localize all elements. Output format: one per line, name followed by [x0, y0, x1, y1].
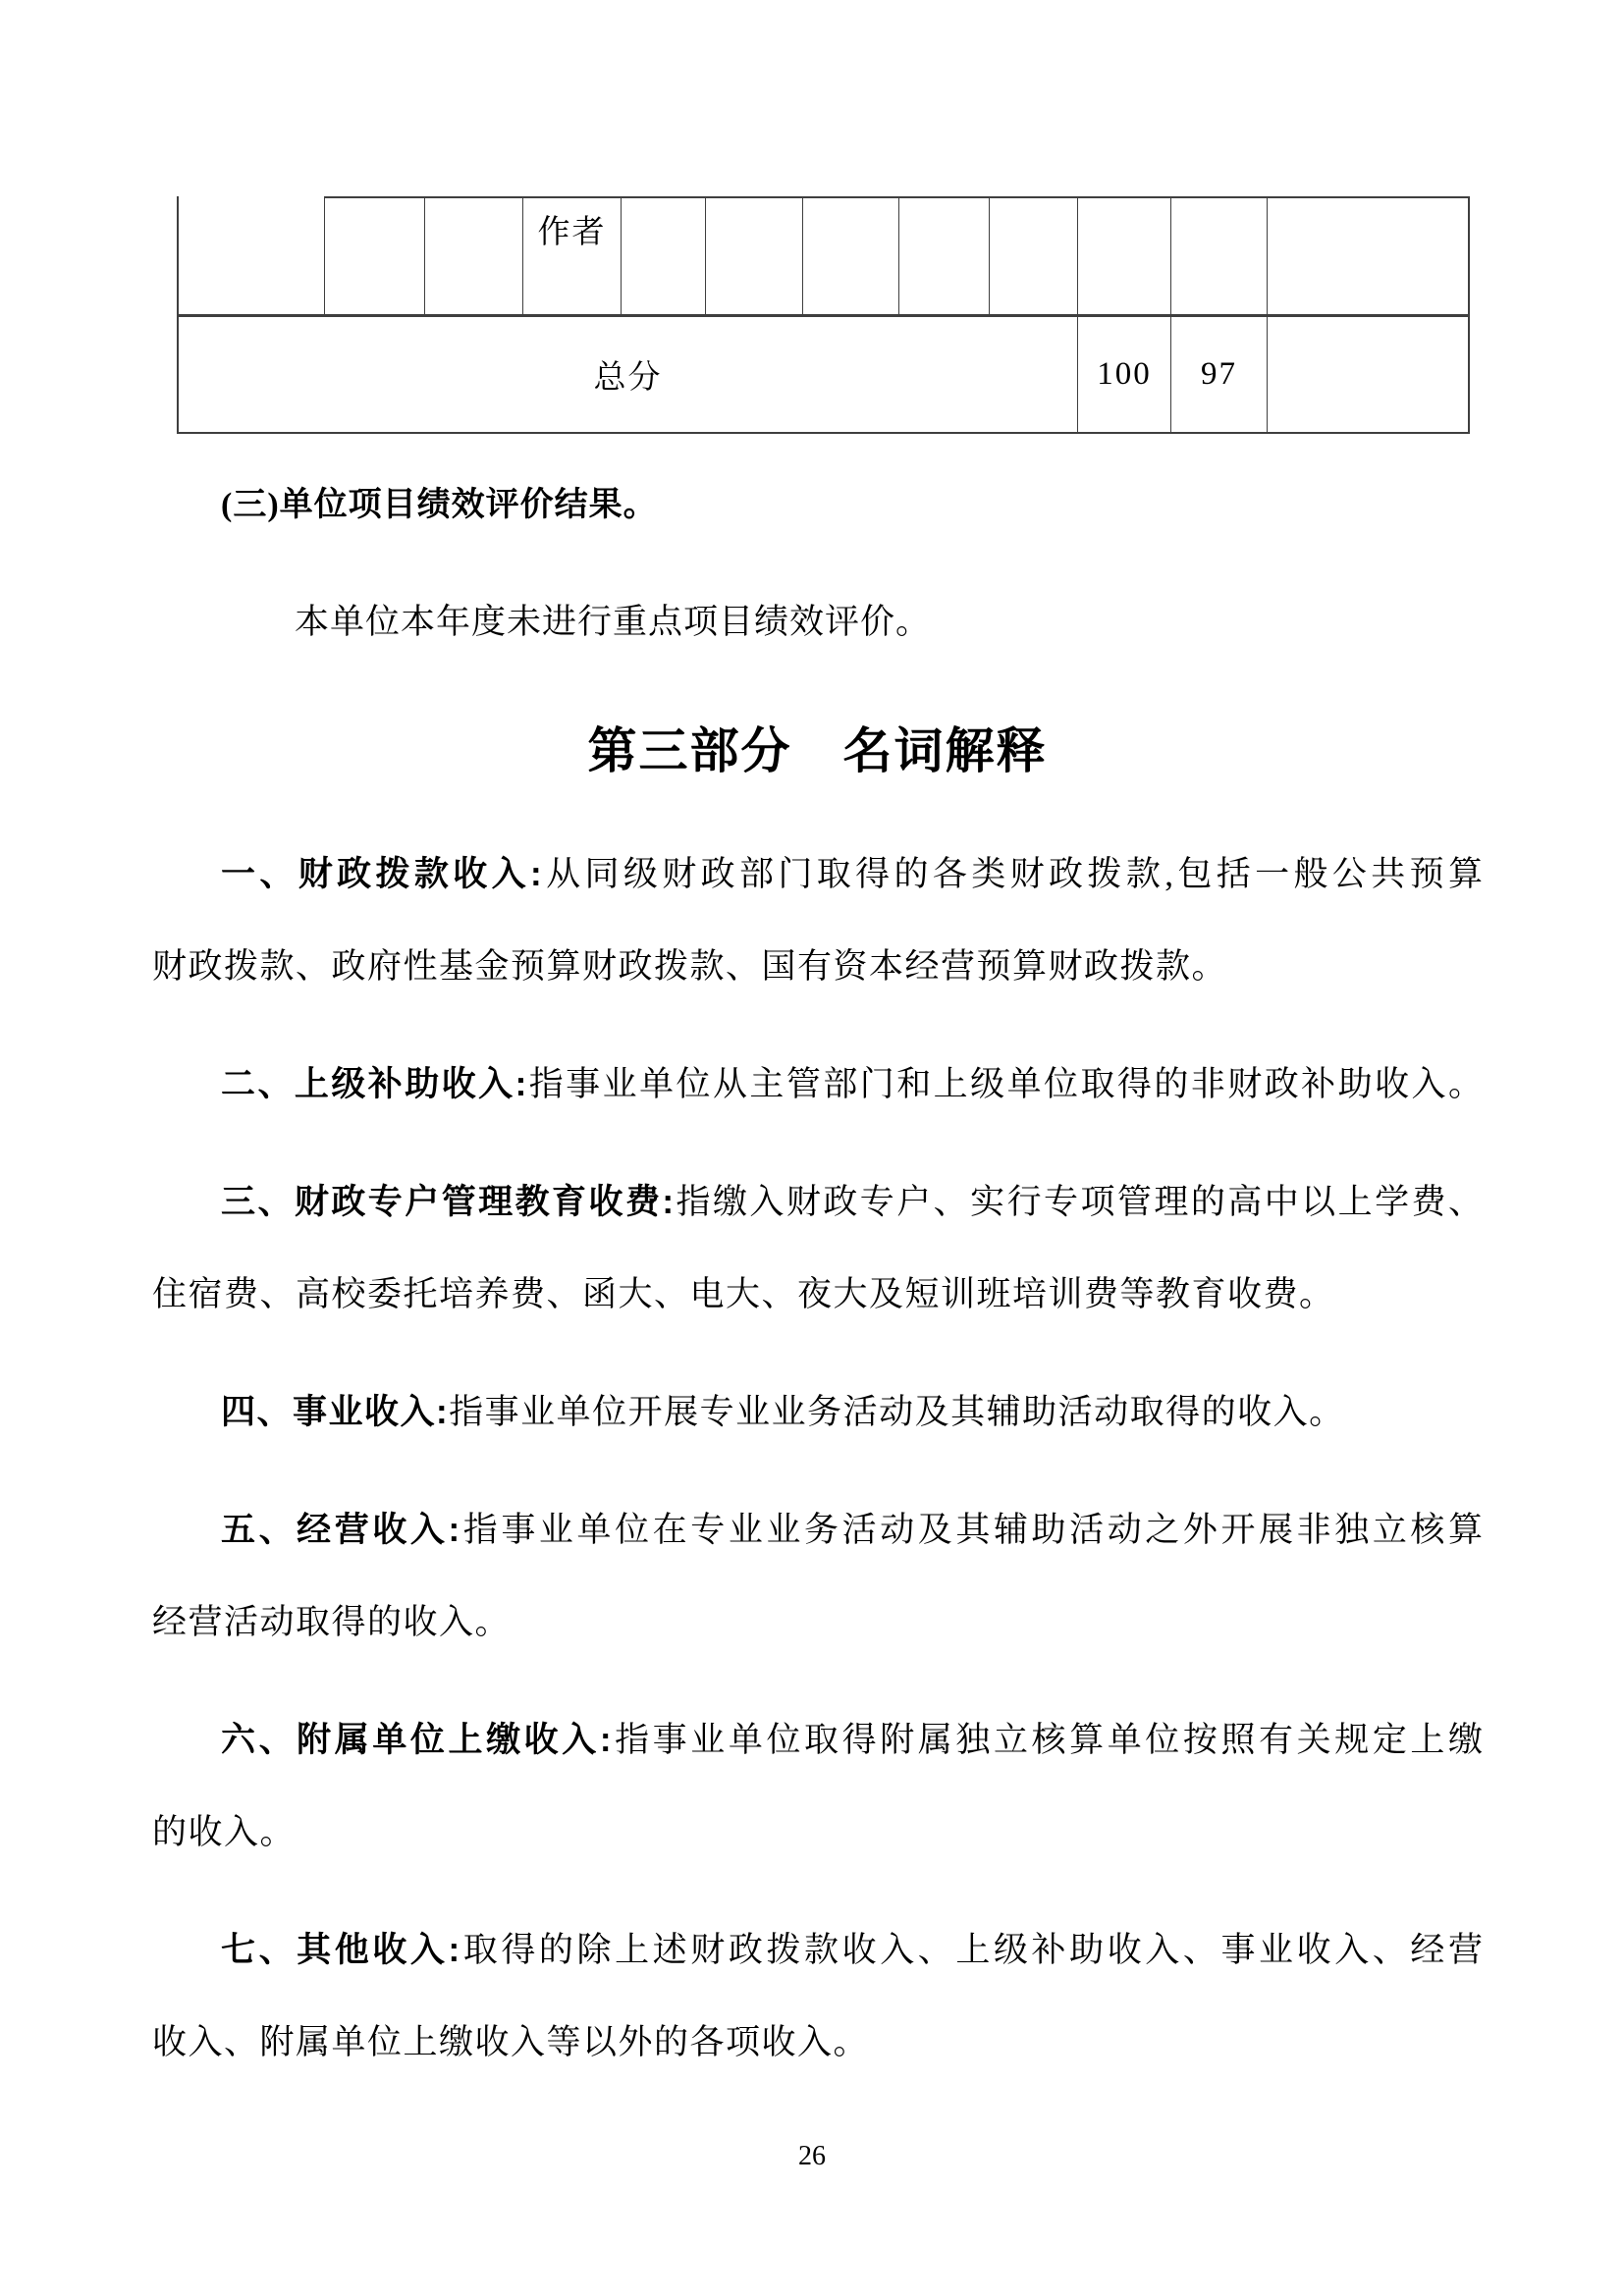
definition-text: 从同级财政部门取得的各类财政拨款,包括一般公共预算 — [541, 855, 1483, 893]
definition-line: 收入、附属单位上缴收入等以外的各项收入。 — [152, 2023, 870, 2061]
intro-paragraph: 本单位本年度未进行重点项目绩效评价。 — [295, 603, 932, 641]
table-cell — [621, 196, 705, 314]
table-cell-total-label: 总分 — [179, 314, 1077, 432]
definition-text: 取得的除上述财政拨款收入、上级补助收入、事业收入、经营 — [460, 1931, 1483, 1969]
section-heading: (三)单位项目绩效评价结果。 — [221, 487, 658, 523]
definition-text: 指事业单位开展专业业务活动及其辅助活动取得的收入。 — [449, 1393, 1345, 1431]
definition-term: 二、上级补助收入: — [221, 1065, 527, 1103]
table-cell — [989, 196, 1077, 314]
definition-paragraph — [152, 1039, 1483, 1131]
definition-line: 住宿费、高校委托培养费、函大、电大、夜大及短训班培训费等教育收费。 — [152, 1275, 1335, 1313]
definition-line: 经营活动取得的收入。 — [152, 1603, 512, 1641]
table-cell — [1267, 196, 1468, 314]
table-cell-merged-continuation — [179, 196, 324, 314]
definition-text: 指事业单位从主管部门和上级单位取得的非财政补助收入。 — [526, 1065, 1483, 1103]
definition-paragraph — [152, 828, 1483, 1013]
table-cell — [1077, 196, 1170, 314]
definition-text: 指事业单位取得附属独立核算单位按照有关规定上缴 — [611, 1721, 1483, 1759]
definition-line — [152, 1039, 1483, 1131]
table-cell — [705, 196, 802, 314]
table-cell — [898, 196, 989, 314]
definition-text: 指事业单位在专业业务活动及其辅助活动之外开展非独立核算 — [460, 1511, 1483, 1549]
definition-line — [152, 1484, 1483, 1576]
page-number: 26 — [798, 2141, 826, 2171]
definition-term: 一、财政拨款收入: — [221, 855, 542, 893]
definition-paragraph — [152, 1156, 1483, 1341]
definition-term: 三、财政专户管理教育收费: — [221, 1183, 675, 1221]
definition-line — [152, 1156, 1483, 1249]
definition-line: 的收入。 — [152, 1813, 297, 1851]
definitions-section — [152, 828, 1483, 2089]
table-cell — [424, 196, 522, 314]
definition-term: 五、经营收入: — [221, 1511, 460, 1549]
definition-term: 七、其他收入: — [221, 1931, 460, 1969]
definition-term: 四、事业收入: — [221, 1393, 450, 1431]
definition-paragraph — [152, 1484, 1483, 1669]
part-title: 第三部分 名词解释 — [587, 723, 1048, 778]
table-cell-author: 作者 — [522, 196, 621, 314]
definition-paragraph — [152, 1694, 1483, 1879]
table-cell — [1170, 196, 1267, 314]
definition-term: 六、附属单位上缴收入: — [221, 1721, 612, 1759]
table-cell — [324, 196, 424, 314]
definition-paragraph — [152, 1366, 1483, 1459]
table-cell — [1267, 314, 1468, 432]
score-table — [177, 196, 1470, 434]
definition-line — [152, 1694, 1483, 1787]
definition-line — [152, 1366, 1483, 1459]
definition-paragraph — [152, 1904, 1483, 2089]
definition-line — [152, 1904, 1483, 1997]
definition-text: 指缴入财政专户、实行专项管理的高中以上学费、 — [674, 1183, 1483, 1221]
definition-line — [152, 828, 1483, 921]
table-cell-full-score: 100 — [1077, 314, 1170, 432]
table-cell — [802, 196, 898, 314]
table-cell-score: 97 — [1170, 314, 1267, 432]
definition-line: 财政拨款、政府性基金预算财政拨款、国有资本经营预算财政拨款。 — [152, 947, 1228, 986]
